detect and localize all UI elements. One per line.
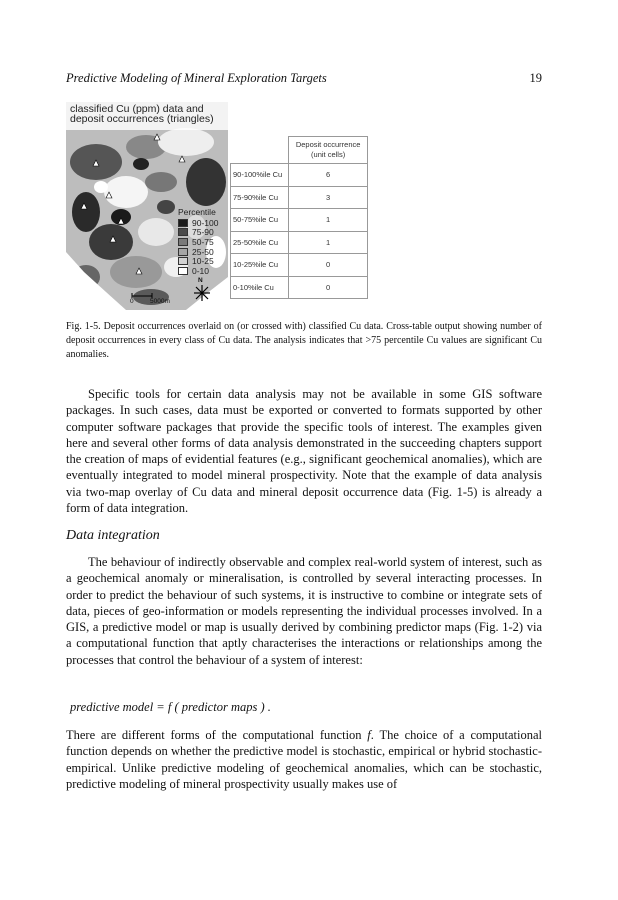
- cross-table-class-label: 0-10%ile Cu: [231, 276, 289, 299]
- map-patch: [158, 128, 214, 156]
- north-label: N: [198, 277, 203, 284]
- cross-table-header: [289, 137, 368, 164]
- map-patch: [133, 158, 149, 170]
- cross-table-count: 1: [289, 231, 368, 254]
- running-header-title: Predictive Modeling of Mineral Exploration Targets: [66, 71, 327, 85]
- legend-swatch: [178, 267, 188, 275]
- map-patch: [104, 176, 148, 208]
- cross-table-row: [231, 276, 368, 299]
- legend-swatch: [178, 219, 188, 227]
- cross-table-count: 1: [289, 209, 368, 232]
- scale-end-label: 5000m: [150, 298, 170, 305]
- map-patch: [138, 218, 174, 246]
- cross-table-row: [231, 254, 368, 277]
- legend-title: Percentile: [178, 207, 216, 217]
- legend-item: [178, 228, 218, 238]
- legend-item: [178, 218, 218, 228]
- legend-label: 0-10: [192, 265, 210, 276]
- map-title-line: classified Cu (ppm) data and: [70, 103, 204, 115]
- cross-table-header-line: (unit cells): [311, 150, 346, 159]
- cross-table-row: [231, 231, 368, 254]
- legend-swatch: [178, 238, 188, 246]
- map-patch: [186, 158, 226, 206]
- cross-table-corner: [231, 137, 289, 164]
- function-symbol: f: [367, 728, 371, 742]
- figure-caption: Fig. 1-5. Deposit occurrences overlaid on (or crossed with) classified Cu data. Cross-table output showing number of deposit occurrences in every class of Cu data. The analysis indicates that >75 percentile Cu values are significant Cu anomalies.: [66, 321, 542, 360]
- body-paragraph: The behaviour of indirectly observable and complex real-world system of interest, such as a geochemical anomaly or mineralisation, is controlled by several interacting processes. In order to predict the behaviour of such systems, it is instructive to combine or integrate sets of data, pieces of geo-information or models representing the individual processes involved. In a GIS, a predictive model or map is usually derived by combining predictor maps (Fig. 1-2) via a computational function that aptly characterises the interactions or relationships among the processes that control the behaviour of a system of interest:: [66, 555, 542, 667]
- map-title-line: deposit occurrences (triangles): [70, 113, 214, 125]
- map-title: [70, 104, 214, 124]
- cross-table-count: 0: [289, 276, 368, 299]
- legend-item: [178, 256, 218, 266]
- legend-item: [178, 266, 218, 276]
- legend-swatch: [178, 248, 188, 256]
- map-patch: [94, 181, 108, 193]
- legend-label: 10-25: [192, 256, 214, 267]
- cross-table-class-label: 75-90%ile Cu: [231, 186, 289, 209]
- legend-item: [178, 237, 218, 247]
- cross-table-header-line: Deposit occurrence: [295, 140, 361, 149]
- north-arrow-icon: [194, 285, 210, 301]
- map-panel: [66, 102, 228, 310]
- cross-table-class-label: 10-25%ile Cu: [231, 254, 289, 277]
- figure: [66, 102, 368, 310]
- classified-cu-map: [66, 102, 228, 310]
- map-patch: [72, 192, 100, 232]
- cross-table: [230, 136, 368, 299]
- legend-item: [178, 247, 218, 257]
- legend-label: 75-90: [192, 227, 214, 238]
- cross-table-count: 3: [289, 186, 368, 209]
- legend-label: 90-100: [192, 217, 219, 228]
- body-text-run: There are different forms of the computational function: [66, 728, 368, 742]
- map-patch: [110, 256, 162, 288]
- scale-start-label: 0: [130, 298, 134, 305]
- cross-table-class-label: 50-75%ile Cu: [231, 209, 289, 232]
- legend-label: 50-75: [192, 236, 214, 247]
- legend-swatch: [178, 228, 188, 236]
- cross-table-count: 6: [289, 164, 368, 187]
- cross-table-row: [231, 209, 368, 232]
- map-legend: [178, 207, 218, 276]
- page-number: 19: [529, 71, 542, 85]
- cross-table-count: 0: [289, 254, 368, 277]
- map-patch: [145, 172, 177, 192]
- formula: predictive model = f ( predictor maps ) .: [70, 700, 271, 714]
- cross-table-class-label: 90-100%ile Cu: [231, 164, 289, 187]
- legend-swatch: [178, 257, 188, 265]
- cross-table-row: [231, 164, 368, 187]
- section-heading: Data integration: [66, 528, 160, 543]
- body-paragraph: [66, 727, 542, 792]
- legend-label: 25-50: [192, 246, 214, 257]
- body-paragraph: Specific tools for certain data analysis may not be available in some GIS software packages. In such cases, data must be exported or converted to formats supported by other computer software packages that provide the specific tools of interest. The examples given here and several other forms of data analysis demonstrated in the succeeding chapters support the creation of maps of evidential features (e.g., significant geochemical anomalies), which are eventually integrated to model mineral prospectivity. Note that the example of data analysis via two-map overlay of Cu data and mineral deposit occurrence data (Fig. 1-5) is already a form of data integration.: [66, 387, 542, 516]
- cross-table-class-label: 25-50%ile Cu: [231, 231, 289, 254]
- body-text-run: . The choice of a computational function depends on whether the predictive model is stochastic, empirical or hybrid stochastic-empirical. Unlike predictive modeling of geochemical anomalies, which can be stochastic, predictive modeling of mineral prospectivity usually makes use of: [66, 728, 542, 791]
- map-patch: [157, 200, 175, 214]
- cross-table-row: [231, 186, 368, 209]
